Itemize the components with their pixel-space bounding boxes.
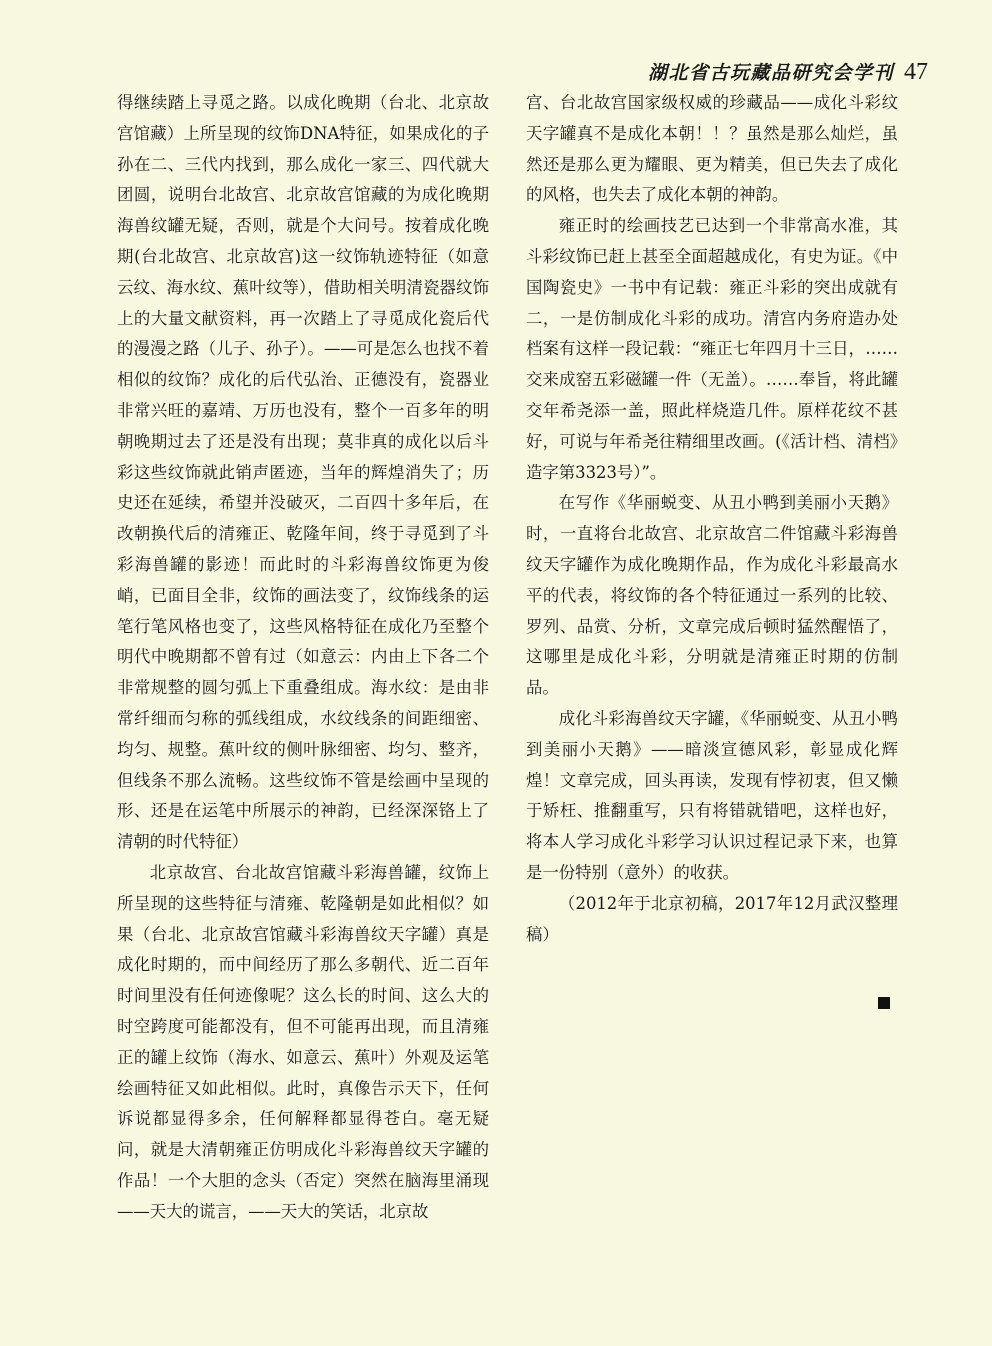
date-note: （2012年于北京初稿，2017年12月武汉整理稿） [526, 893, 898, 944]
paragraph: 成化斗彩海兽纹天字罐，《华丽蜕变、从丑小鸭到美丽小天鹅》——暗淡宣德风彩，彰显成化辉煌！文章完成，回头再读，发现有悖初衷，但又懒于矫枉、推翻重写，只有将错就错吧，这样也好，将本人学习成化斗彩学习认识过程记录下来，也算是一份特别（意外）的收获。 [526, 708, 898, 882]
paragraph: 在写作《华丽蜕变、从丑小鸭到美丽小天鹅》时，一直将台北故宫、北京故宫二件馆藏斗彩海兽纹天字罐作为成化晚期作品，作为成化斗彩最高水平的代表，将纹饰的各个特征通过一系列的比较、罗列、品赏、分析，文章完成后顿时猛然醒悟了，这哪里是成化斗彩，分明就是清雍正时期的仿制品。 [526, 493, 898, 698]
paragraph-continued: 得继续踏上寻觅之路。以成化晚期（台北、北京故宫馆藏）上所呈现的纹饰DNA特征，如果成化的子孙在二、三代内找到，那么成化一家三、四代就大团圆，说明台北故宫、北京故宫馆藏的为成化晚期海兽纹罐无疑，否则，就是个大问号。按着成化晚期(台北故宫、北京故宫)这一纹饰轨迹特征（如意云纹、海水纹、蕉叶纹等），借助相关明清瓷器纹饰上的大量文献资料，再一次踏上了寻觅成化瓷后代的漫漫之路（儿子、孙子）。——可是怎么也找不着相似的纹饰？成化的后代弘治、正德没有，瓷器业非常兴旺的嘉靖、万历也没有，整个一百多年的明朝晚期过去了还是没有出现；莫非真的成化以后斗彩这些纹饰就此销声匿迹，当年的辉煌消失了；历史还在延续，希望并没破灭，二百四十多年后，在改朝换代后的清雍正、乾隆年间，终于寻觅到了斗彩海兽罐的影迹！而此时的斗彩海兽纹饰更为俊峭，已面目全非，纹饰的画法变了，纹饰线条的运笔行笔风格也变了，这些风格特征在成化乃至整个明代中晚期都不曾有过（如意云：内由上下各二个非常规整的圆匀弧上下重叠组成。海水纹：是由非常纤细而匀称的弧线组成，水纹线条的间距细密、均匀、规整。蕉叶纹的侧叶脉细密、均匀、整齐，但线条不那么流畅。这些纹饰不管是绘画中呈现的形、还是在运笔中所展示的神韵，已经深深铬上了清朝的时代特征） [117, 93, 489, 852]
page-number: 47 [904, 59, 928, 85]
running-header [648, 58, 928, 86]
journal-title: 湖北省古玩藏品研究会学刊 [647, 62, 894, 84]
paragraph: 雍正时的绘画技艺已达到一个非常高水准，其斗彩纹饰已赶上甚至全面超越成化，有史为证。《中国陶瓷史》一书中有记载：雍正斗彩的突出成就有二，一是仿制成化斗彩的成功。清宫内务府造办处档案有这样一段记载：“雍正七年四月十三日，……交来成窑五彩磁罐一件（无盖）。……奉旨，将此罐交年希尧添一盖，照此样烧造几件。原样花纹不甚好，可说与年希尧往精细里改画。(《活计档、清档》造字第3323号）”。 [526, 216, 898, 482]
left-column [117, 88, 489, 1227]
right-column [526, 88, 898, 950]
paragraph-continued: 宫、台北故宫国家级权威的珍藏品——成化斗彩纹天字罐真不是成化本朝！！？虽然是那么灿烂，虽然还是那么更为耀眼、更为精美，但已失去了成化的风格，也失去了成化本朝的神韵。 [526, 93, 898, 205]
paragraph: 北京故宫、台北故宫馆藏斗彩海兽罐，纹饰上所呈现的这些特征与清雍、乾隆朝是如此相似？如果（台北、北京故宫馆藏斗彩海兽纹天字罐）真是成化时期的，而中间经历了那么多朝代、近二百年时间里没有任何迹像呢？这么长的时间、这么大的时空跨度可能都没有，但不可能再出现，而且清雍正的罐上纹饰（海水、如意云、蕉叶）外观及运笔绘画特征又如此相似。此时，真像告示天下，任何诉说都显得多余，任何解释都显得苍白。毫无疑问，就是大清朝雍正仿明成化斗彩海兽纹天字罐的作品！一个大胆的念头（否定）突然在脑海里涌现——天大的谎言，——天大的笑话，北京故 [117, 862, 489, 1221]
end-of-article-mark [878, 997, 890, 1009]
